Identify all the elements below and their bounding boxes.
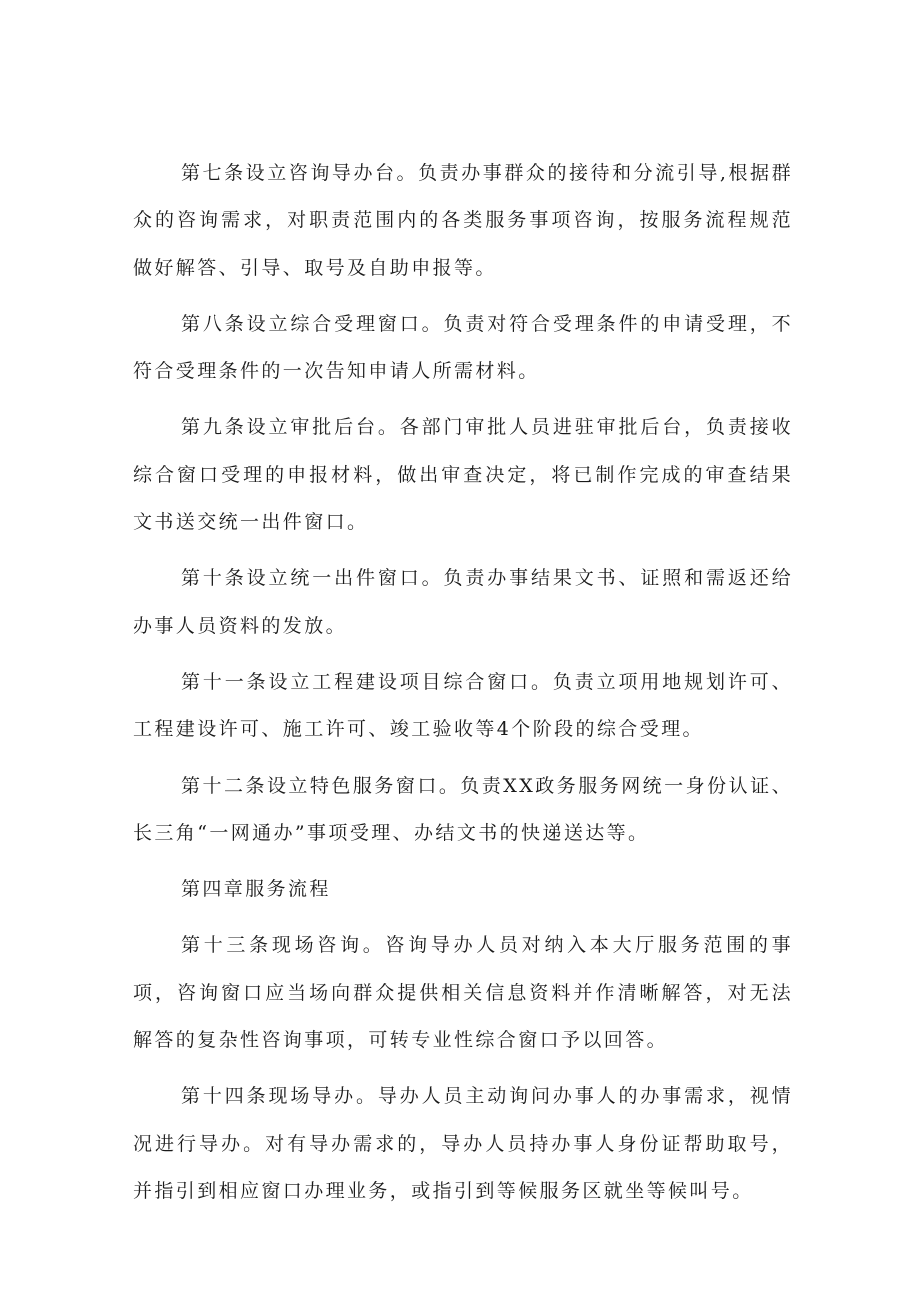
article-13-paragraph: 第十三条现场咨询。咨询导办人员对纳入本大厅服务范围的事项，咨询窗口应当场向群众提供相关信息资料并作清晰解答，对无法解答的复杂性咨询事项，可转专业性综合窗口予以回答。	[133, 934, 793, 1052]
article-9-paragraph: 第九条设立审批后台。各部门审批人员进驻审批后台，负责接收综合窗口受理的申报材料，做出审查决定，将已制作完成的审查结果文书送交统一出件窗口。	[133, 416, 793, 534]
article-12-paragraph: 第十二条设立特色服务窗口。负责XX政务服务网统一身份认证、长三角“一网通办”事项受理、办结文书的快递送达等。	[133, 774, 793, 844]
article-10-paragraph: 第十条设立统一出件窗口。负责办事结果文书、证照和需返还给办事人员资料的发放。	[133, 567, 793, 637]
article-7-paragraph: 第七条设立咨询导办台。负责办事群众的接待和分流引导,根据群众的咨询需求，对职责范围内的各类服务事项咨询，按服务流程规范做好解答、引导、取号及自助申报等。	[133, 162, 793, 279]
article-14-paragraph: 第十四条现场导办。导办人员主动询问办事人的办事需求，视情况进行导办。对有导办需求的，导办人员持办事人身份证帮助取号，并指引到相应窗口办理业务，或指引到等候服务区就坐等候叫号。	[133, 1085, 793, 1202]
document-body	[133, 150, 793, 1224]
article-8-paragraph: 第八条设立综合受理窗口。负责对符合受理条件的申请受理，不符合受理条件的一次告知申请人所需材料。	[133, 312, 793, 383]
chapter-heading: 第四章服务流程	[181, 878, 331, 901]
article-11-paragraph: 第十一条设立工程建设项目综合窗口。负责立项用地规划许可、工程建设许可、施工许可、竣工验收等4个阶段的综合受理。	[133, 670, 793, 741]
